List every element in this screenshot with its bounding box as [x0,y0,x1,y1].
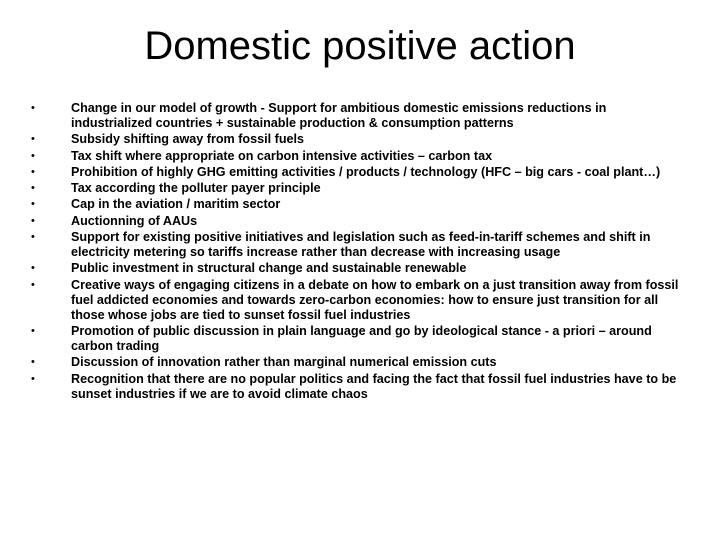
bullet-dot-icon: • [31,262,35,275]
bullet-item [30,132,680,147]
bullet-dot-icon: • [31,356,35,369]
bullet-text: Subsidy shifting away from fossil fuels [71,132,305,147]
bullet-list [30,101,680,403]
bullet-text: Recognition that there are no popular politics and facing the fact that fossil fuel industries have to be sunset industries if we are to avoid climate chaos [71,371,677,401]
bullet-text: Cap in the aviation / maritim sector [71,197,281,212]
bullet-text: Tax according the polluter payer principle [71,181,321,196]
bullet-dot-icon: • [31,149,35,162]
bullet-dot-icon: • [31,231,35,244]
bullet-item [30,165,680,180]
bullet-dot-icon: • [31,165,35,178]
bullet-text: Change in our model of growth - Support for ambitious domestic emissions reductions in industrialized countries + sustainable production & consumption patterns [71,101,607,130]
bullet-text: Public investment in structural change and sustainable renewable [71,261,467,276]
bullet-dot-icon: • [31,214,35,227]
bullet-item [30,181,680,196]
bullet-text: Auctionning of AAUs [71,213,198,228]
bullet-item [30,101,680,131]
bullet-text: Promotion of public discussion in plain language and go by ideological stance - a priori – around carbon trading [71,323,652,353]
bullet-text: Tax shift where appropriate on carbon intensive activities – carbon tax [71,148,493,163]
bullet-item [30,149,680,164]
bullet-item [30,324,680,354]
bullet-dot-icon: • [31,133,35,146]
bullet-text: Discussion of innovation rather than marginal numerical emission cuts [71,355,497,370]
bullet-dot-icon: • [31,198,35,211]
bullet-dot-icon: • [31,372,35,385]
slide-title: Domestic positive action [144,24,576,68]
bullet-dot-icon: • [31,278,35,291]
bullet-item [30,230,680,260]
bullet-item [30,261,680,276]
bullet-dot-icon: • [31,102,35,114]
bullet-text: Support for existing positive initiatives and legislation such as feed-in-tariff schemes and shift in electricity metering so tariffs increase rather than decrease with increasing usage [71,230,651,260]
bullet-item [30,197,680,212]
bullet-item [30,372,680,402]
bullet-dot-icon: • [31,182,35,195]
bullet-text: Creative ways of engaging citizens in a debate on how to embark on a just transition away from fossil fuel addicted economies and towards zero-carbon economies: how to ensure just transition for all those whose jobs are tied to sunset fossil fuel industries [71,277,679,322]
bullet-item [30,278,680,323]
bullet-item [30,355,680,370]
bullet-item [30,214,680,229]
bullet-text: Prohibition of highly GHG emitting activities / products / technology (HFC – big cars - coal plant…) [71,164,661,179]
bullet-dot-icon: • [31,324,35,337]
